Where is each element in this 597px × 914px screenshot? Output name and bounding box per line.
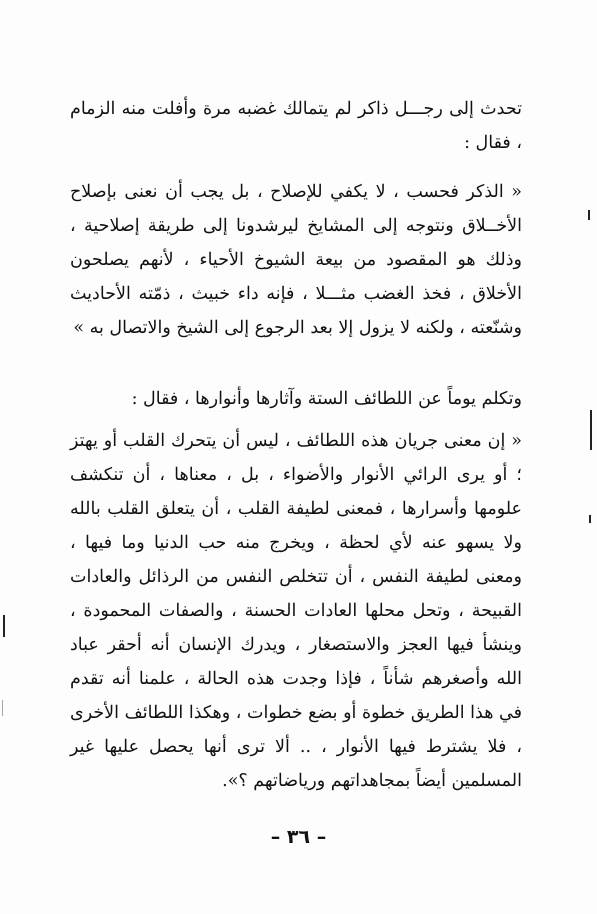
paragraph-quote-dhikr: « الذكر فحسب ، لا يكفي للإصلاح ، بل يجب أن نعنى بإصلاح الأخــلاق ونتوجه إلى المشايخ ليرشدونا إلى طريقة إصلاحية ، وذلك هو المقصود من بيعة الشيوخ الأحياء ، لأنهم يصلحون الأخلاق ، فخذ الغضب مثـــلا ، فإنه داء خبيث ، ذمّته الأحاديث وشنّعته ، ولكنه لا يزول إلا بعد الرجوع إلى الشيخ والاتصال به »: [70, 182, 522, 338]
page-number: – ٣٦ –: [270, 826, 327, 848]
scan-edge-mark: [589, 515, 591, 523]
scan-edge-mark: [2, 700, 3, 716]
scan-edge-mark: [590, 410, 592, 450]
paragraph-intro: تحدث إلى رجـــل ذاكر لم يتمالك غضبه مرة وأفلت منه الزمام ، فقال :: [70, 99, 522, 153]
paragraph-quote-lataif: « إن معنى جريان هذه اللطائف ، ليس أن يتحرك القلب أو يهتز ؛ أو يرى الرائي الأنوار والأضواء ، بل ، معناها ، أن تنكشف علومها وأسرارها ، فمعنى لطيفة القلب ، أن يتعلق القلب بالله ولا يسهو عنه لأي لحظة ، ويخرج منه حب الدنيا وما فيها ، ومعنى لطيفة النفس ، أن تتخلص النفس من الرذائل والعادات القبيحة ، وتحل محلها العادات الحسنة ، والصفات المحمودة ، وينشأ فيها العجز والاستصغار ، ويدرك الإنسان أنه أحقر عباد الله وأصغرهم شأناً ، فإذا وجدت هذه الحالة ، علمنا أنه تقدم في هذا الطريق خطوة أو بضع خطوات ، وهكذا اللطائف الأخرى ، فلا يشترط فيها الأنوار ، .. ألا ترى أنها يحصل عليها غير المسلمين أيضاً بمجاهداتهم ورياضاتهم ؟».: [70, 431, 522, 791]
scan-edge-mark: [3, 615, 5, 637]
scan-edge-mark: [588, 210, 590, 220]
paragraph-lataif-intro: وتكلم يوماً عن اللطائف الستة وآثارها وأنوارها ، فقال :: [131, 389, 522, 409]
